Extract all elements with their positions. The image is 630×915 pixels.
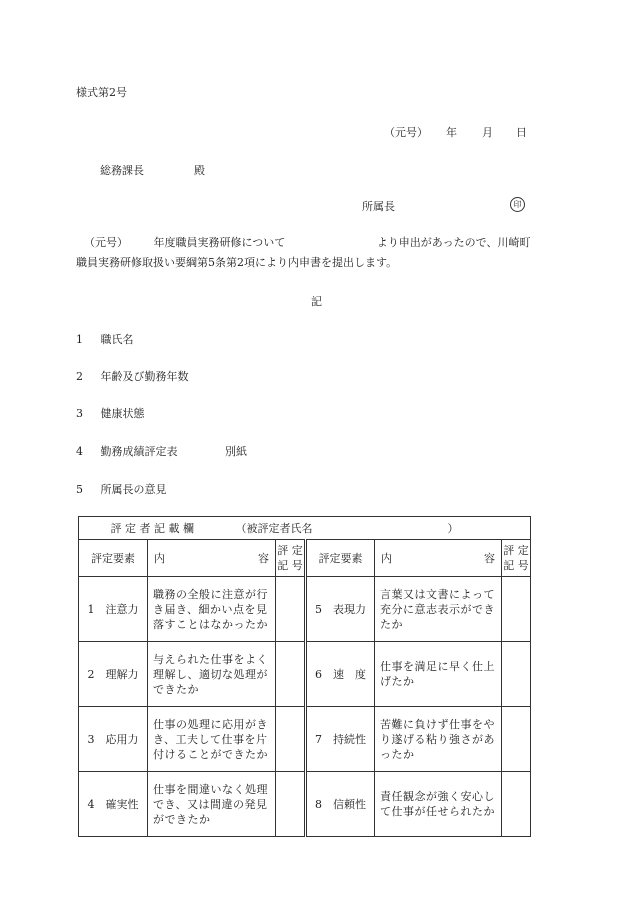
rating-cell[interactable] xyxy=(502,577,531,642)
date-year: 年 xyxy=(446,126,457,139)
intro-era: （元号） xyxy=(84,236,128,249)
header-rating-line2: 記 号 xyxy=(277,559,303,572)
rating-cell[interactable] xyxy=(502,707,531,772)
element-name xyxy=(79,707,148,772)
item-label: 職氏名 xyxy=(100,333,134,346)
intro-request: より申出があったので、川崎町 xyxy=(376,236,531,249)
element-name xyxy=(306,707,375,772)
column-header-row xyxy=(79,540,531,577)
ki-heading: 記 xyxy=(311,295,322,308)
rating-cell[interactable] xyxy=(276,772,306,837)
element-label: 持続性 xyxy=(333,733,366,746)
evaluatee-label: （被評定者氏名 xyxy=(235,522,313,535)
table-title-row xyxy=(79,517,531,540)
element-description: 仕事の処理に応用がきき、工夫して仕事を片付けることができたか xyxy=(148,707,276,772)
table-title: 評 定 者 記 載 欄 xyxy=(110,522,195,535)
addressee-honorific: 殿 xyxy=(194,164,205,177)
item-1 xyxy=(76,331,134,347)
rating-cell[interactable] xyxy=(276,642,306,707)
item-5 xyxy=(76,481,167,497)
element-name xyxy=(306,772,375,837)
element-description: 責任観念が強く安心して仕事が任せられたか xyxy=(375,772,502,837)
element-description: 与えられた仕事をよく理解し、適切な処理ができたか xyxy=(148,642,276,707)
header-content-right: 容 xyxy=(484,551,495,565)
element-label: 応用力 xyxy=(105,733,139,746)
intro-line2: 職員実務研修取扱い要綱第5条第2項により内申書を提出します。 xyxy=(76,256,398,269)
element-number: 1 xyxy=(87,603,95,616)
header-rating-line1: 評 定 xyxy=(503,544,529,557)
date-day: 日 xyxy=(516,126,527,139)
table-row xyxy=(79,772,531,837)
intro-paragraph xyxy=(76,233,556,273)
element-label: 理解力 xyxy=(105,668,139,681)
element-number: 2 xyxy=(87,668,95,681)
header-content xyxy=(375,540,502,577)
table-row xyxy=(79,642,531,707)
date-era: （元号） xyxy=(384,126,428,139)
element-description: 仕事を間違いなく処理でき、又は間違の発見ができたか xyxy=(148,772,276,837)
element-label: 確実性 xyxy=(105,798,139,811)
header-content-left: 内 xyxy=(154,551,165,565)
element-label: 速 度 xyxy=(333,668,366,681)
element-description: 職務の全般に注意が行き届き、細かい点を見落すことはなかったか xyxy=(148,577,276,642)
rating-cell[interactable] xyxy=(502,642,531,707)
element-name xyxy=(79,772,148,837)
element-number: 7 xyxy=(315,733,322,746)
item-number: 2 xyxy=(76,370,83,383)
element-name xyxy=(306,642,375,707)
item-number: 3 xyxy=(76,407,83,420)
header-content xyxy=(148,540,276,577)
date-month: 月 xyxy=(482,126,493,139)
form-number: 様式第2号 xyxy=(76,86,127,99)
header-rating xyxy=(276,540,306,577)
element-number: 3 xyxy=(87,733,95,746)
item-number: 1 xyxy=(76,333,83,346)
header-content-left: 内 xyxy=(381,551,392,565)
item-3 xyxy=(76,405,145,421)
table-row xyxy=(79,577,531,642)
element-name xyxy=(79,577,148,642)
header-element: 評定要素 xyxy=(306,540,375,577)
element-number: 4 xyxy=(87,798,95,811)
header-element: 評定要素 xyxy=(79,540,148,577)
element-description: 仕事を満足に早く仕上げたか xyxy=(375,642,502,707)
element-label: 注意力 xyxy=(105,603,139,616)
element-label: 信頼性 xyxy=(333,798,366,811)
item-value: 別紙 xyxy=(225,445,247,458)
item-4 xyxy=(76,443,247,459)
element-label: 表現力 xyxy=(333,603,366,616)
element-name xyxy=(306,577,375,642)
rating-cell[interactable] xyxy=(502,772,531,837)
sender-title: 所属長 xyxy=(362,200,395,213)
header-rating-line1: 評 定 xyxy=(277,544,303,557)
table-row xyxy=(79,707,531,772)
header-rating-line2: 記 号 xyxy=(503,559,529,572)
rating-cell[interactable] xyxy=(276,577,306,642)
element-name xyxy=(79,642,148,707)
addressee-title: 総務課長 xyxy=(100,164,144,177)
item-number: 4 xyxy=(76,445,83,458)
item-2 xyxy=(76,368,189,384)
evaluation-table xyxy=(78,516,531,837)
element-description: 苦難に負けず仕事をやり遂げる粘り強さがあったか xyxy=(375,707,502,772)
header-content-right: 容 xyxy=(258,551,269,565)
item-label: 年齢及び勤務年数 xyxy=(100,370,189,383)
header-rating xyxy=(502,540,531,577)
seal-mark: 印 xyxy=(510,197,525,212)
element-number: 8 xyxy=(315,798,322,811)
intro-topic: 年度職員実務研修について xyxy=(153,236,286,249)
element-number: 5 xyxy=(315,603,322,616)
item-label: 健康状態 xyxy=(100,407,145,420)
evaluatee-close: ） xyxy=(447,522,459,535)
item-label: 所属長の意見 xyxy=(100,483,167,496)
item-label: 勤務成績評定表 xyxy=(100,445,178,458)
element-description: 言葉又は文書によって充分に意志表示ができたか xyxy=(375,577,502,642)
element-number: 6 xyxy=(315,668,322,681)
rating-cell[interactable] xyxy=(276,707,306,772)
item-number: 5 xyxy=(76,483,83,496)
